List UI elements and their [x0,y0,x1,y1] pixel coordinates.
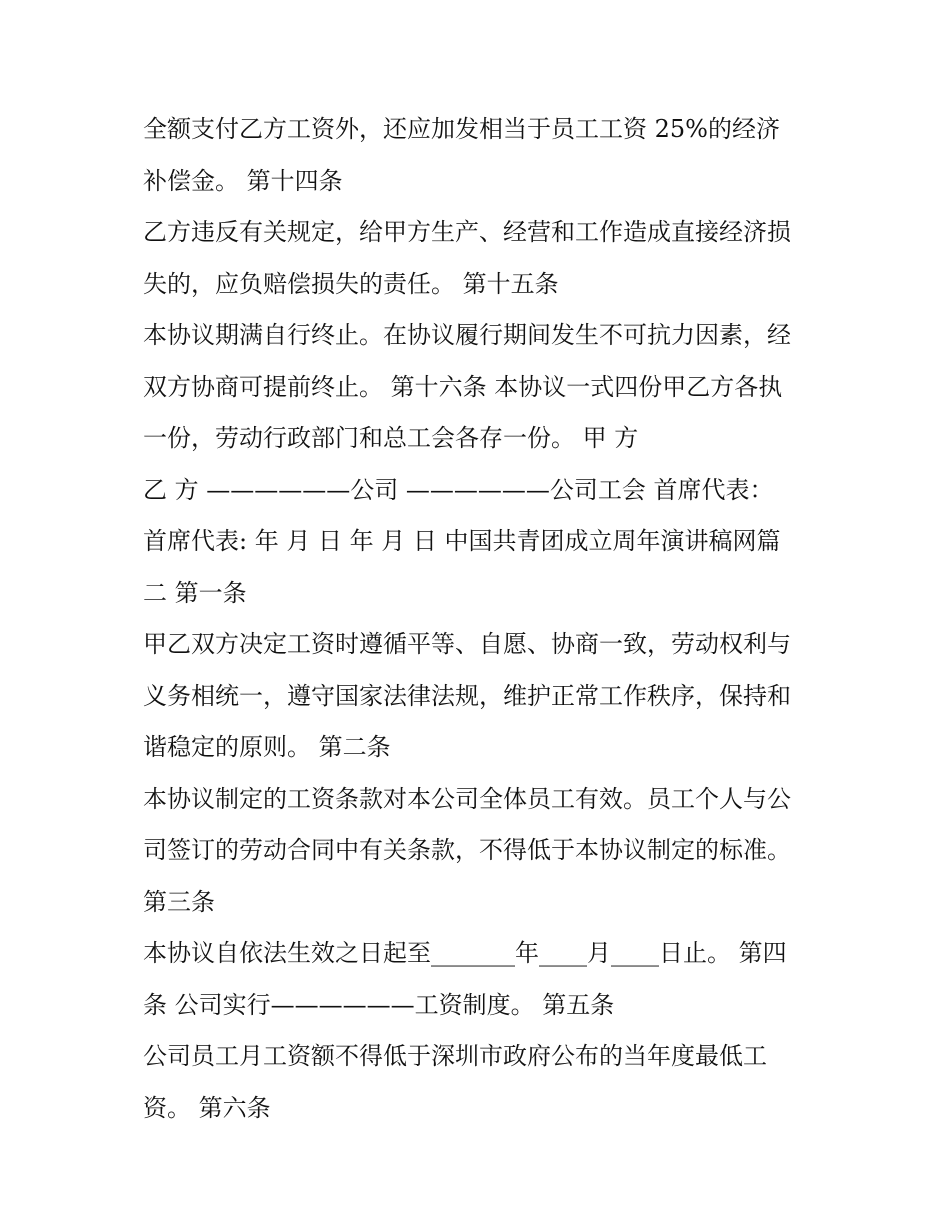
text-line: 谐稳定的原则。 第二条 [143,733,391,761]
text-line: 双方协商可提前终止。 第十六条 本协议一式四份甲乙方各执 [143,372,783,401]
text-line: 补偿金。 第十四条 [143,166,343,195]
text-line: 乙 方 ——————公司 ——————公司工会 首席代表： [143,475,774,504]
text-line: 甲乙双方决定工资时遵循平等、自愿、协商一致，劳动权利与 [143,630,791,658]
text-line: 本协议制定的工资条款对本公司全体员工有效。员工个人与公 [143,784,791,813]
text-line: 公司员工月工资额不得低于深圳市政府公布的当年度最低工 [143,1042,767,1070]
text-line: 一份，劳动行政部门和总工会各存一份。 甲 方 [143,424,639,452]
text-line: 资。 第六条 [143,1093,271,1122]
text-line: 乙方违反有关规定，给甲方生产、经营和工作造成直接经济损 [143,218,791,246]
text-line: 义务相统一，遵守国家法律法规，维护正常工作秩序，保持和 [143,681,791,710]
text-line: 失的，应负赔偿损失的责任。 第十五条 [143,269,559,298]
text-line: 条 公司实行——————工资制度。 第五条 [143,990,615,1019]
text-line: 本协议期满自行终止。在协议履行期间发生不可抗力因素，经 [143,321,791,349]
text-line: 本协议自依法生效之日起至_______年____月____日止。 第四 [143,939,787,967]
text-line: 第三条 [143,887,215,916]
text-line: 二 第一条 [143,578,247,607]
text-line: 司签订的劳动合同中有关条款，不得低于本协议制定的标准。 [143,836,791,864]
document-body [143,104,823,1134]
text-line: 全额支付乙方工资外，还应加发相当于员工工资 25%的经济 [143,115,780,143]
text-line: 首席代表: 年 月 日 年 月 日 中国共青团成立周年演讲稿网篇 [143,527,781,555]
